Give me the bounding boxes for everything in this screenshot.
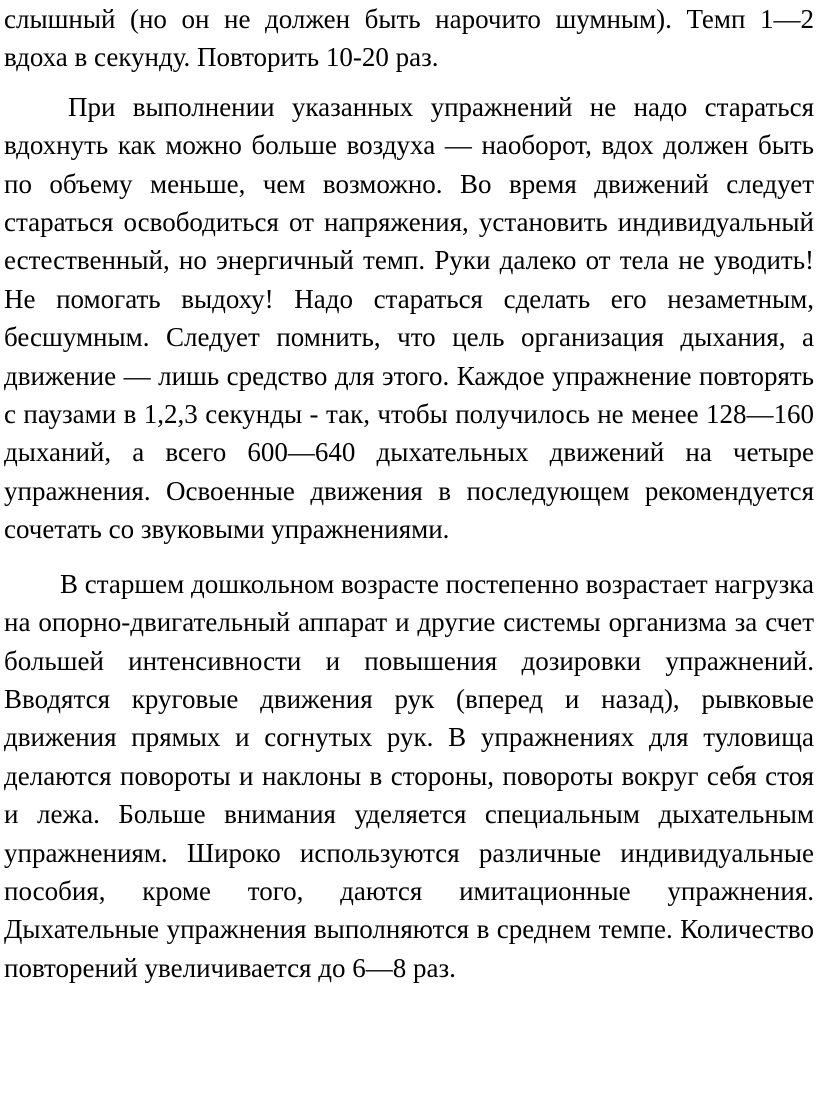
paragraph-senior-preschool: В старшем дошкольном возрасте постепенно возрастает нагрузка на опорно-двигательный аппарат и другие системы организма за счет большей интенсивности и повышения дозировки упражнений. Вводятся круговые движения рук (вперед и назад), рывковые движения прямых и согнутых рук. В упражнениях для туловища делаются повороты и наклоны в стороны, повороты вокруг себя стоя и лежа. Больше внимания уделяется специальным дыхательным упражнениям. Широко используются различные индивидуальные пособия, кроме того, даются имитационные упражнения. Дыхательные упражнения выполняются в среднем темпе. Количество повторений увеличивается до 6—8 раз.: [4, 568, 814, 983]
paragraph-breathing-guidelines: При выполнении указанных упражнений не надо стараться вдохнуть как можно больше воздуха — наоборот, вдох должен быть по объему меньше, чем возможно. Во время движений следует стараться освободиться от напряжения, установить индивидуальный естественный, но энергичный темп. Руки далеко от тела не уводить! Не помогать выдоху! Надо стараться сделать его незаметным, бесшумным. Следует помнить, что цель организация дыхания, а движение — лишь средство для этого. Каждое упражнение повторять с паузами в 1,2,3 секунды - так, чтобы получилось не менее 128—160 дыханий, а всего 600—640 дыхательных движений на четыре упражнения. Освоенные движения в последующем рекомендуется сочетать со звуковыми упражнениями.: [4, 91, 814, 545]
paragraph-continuation: слышный (но он не должен быть нарочито шумным). Темп 1—2 вдоха в секунду. Повторить 10-20 раз.: [4, 4, 814, 73]
document-page: [4, 0, 814, 987]
